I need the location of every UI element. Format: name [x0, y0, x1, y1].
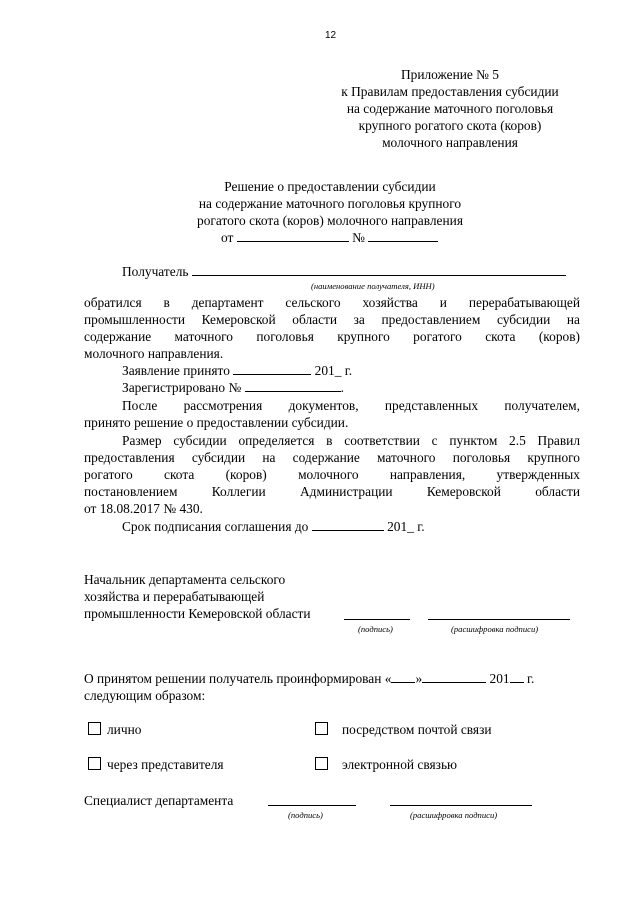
deadline-blank — [312, 518, 384, 531]
body-p2-line-1: После рассмотрения документов, представленных получателем, — [122, 398, 580, 413]
recipient-row — [122, 263, 566, 280]
appendix-line-4: крупного рогатого скота (коров) — [358, 118, 542, 133]
notice-mid: » — [415, 671, 423, 686]
body-p1-line-4: молочного направления. — [84, 346, 224, 361]
title-line-2: на содержание маточного поголовья крупного — [198, 196, 462, 211]
deadline-row — [122, 518, 425, 535]
accepted-suffix: 201_ г. — [314, 363, 353, 378]
option-personal[interactable] — [88, 721, 141, 738]
body-p2-line-2: принято решение о предоставлении субсидии. — [84, 415, 349, 430]
title-date-line — [221, 229, 438, 246]
notice-month-blank — [422, 670, 486, 683]
specialist-caption-sign: (подпись) — [288, 810, 323, 820]
head-title-line-2: хозяйства и перерабатывающей — [84, 589, 265, 604]
head-caption-sign: (подпись) — [358, 624, 393, 634]
appendix-line-3: на содержание маточного поголовья — [346, 101, 554, 116]
appendix-line-5: молочного направления — [382, 135, 518, 150]
appendix-line-2: к Правилам предоставления субсидии — [341, 84, 559, 99]
deadline-prefix: Срок подписания соглашения до — [122, 519, 309, 534]
checkbox-electronic[interactable] — [315, 757, 328, 770]
option-mail[interactable] — [315, 721, 492, 738]
date-blank — [237, 229, 349, 242]
specialist-label: Специалист департамента — [84, 793, 234, 808]
option-representative-label: через представителя — [107, 757, 224, 772]
registered-blank — [245, 379, 341, 392]
option-representative[interactable] — [88, 756, 224, 773]
notice-line-1 — [84, 670, 534, 687]
title-line-1: Решение о предоставлении субсидии — [224, 179, 436, 194]
number-prefix: № — [352, 230, 365, 245]
body-p3-line-3: рогатого скота (коров) молочного направления, утвержденных — [84, 467, 580, 482]
body-p3-line-2: предоставления субсидии на содержание маточного поголовья крупного — [84, 450, 580, 465]
checkbox-representative[interactable] — [88, 757, 101, 770]
number-blank — [368, 229, 438, 242]
title-line-3: рогатого скота (коров) молочного направления — [197, 213, 463, 228]
appendix-line-1: Приложение № 5 — [400, 67, 500, 82]
body-p3-line-4: постановлением Коллегии Администрации Кемеровской области — [84, 484, 580, 499]
recipient-caption: (наименование получателя, ИНН) — [311, 281, 435, 291]
appendix-header — [320, 66, 580, 151]
registered-row: Зарегистрировано № . — [122, 380, 344, 395]
notice-prefix: О принятом решении получатель проинформирован « — [84, 671, 392, 686]
specialist-caption-decode: (расшифровка подписи) — [410, 810, 498, 820]
body-p1-line-2: промышленности Кемеровской области за предоставлением субсидии на — [84, 312, 580, 327]
checkbox-personal[interactable] — [88, 722, 101, 735]
head-title-line-1: Начальник департамента сельского — [84, 572, 286, 587]
specialist-sign-blank — [268, 805, 356, 806]
notice-day-blank — [391, 670, 415, 683]
body-p3-line-1: Размер субсидии определяется в соответствии с пунктом 2.5 Правил — [122, 433, 580, 448]
body-p1-line-3: содержание маточного поголовья крупного рогатого скота (коров) — [84, 329, 580, 344]
checkbox-mail[interactable] — [315, 722, 328, 735]
notice-year-blank — [510, 670, 524, 683]
body-p1-line-1: обратился в департамент сельского хозяйства и перерабатывающей — [84, 295, 580, 310]
option-electronic-label: электронной связью — [342, 757, 458, 772]
notice-end: г. — [526, 671, 535, 686]
head-decode-blank — [428, 619, 570, 620]
page-number: 12 — [325, 30, 337, 41]
accepted-blank — [233, 362, 311, 375]
option-personal-label: лично — [107, 722, 142, 737]
accepted-prefix: Заявление принято — [122, 363, 230, 378]
accepted-row — [122, 362, 352, 379]
head-title-line-3: промышленности Кемеровской области — [84, 606, 311, 621]
document-title — [160, 178, 500, 229]
notice-line-2: следующим образом: — [84, 688, 206, 703]
recipient-label: Получатель — [122, 264, 189, 279]
head-sign-blank — [344, 619, 410, 620]
recipient-blank — [192, 263, 566, 276]
head-caption-decode: (расшифровка подписи) — [451, 624, 539, 634]
registered-prefix: Зарегистрировано № — [122, 380, 242, 395]
date-prefix: от — [221, 230, 234, 245]
notice-year: 201 — [489, 671, 510, 686]
body-p3-line-5: от 18.08.2017 № 430. — [84, 501, 203, 516]
deadline-suffix: 201_ г. — [387, 519, 425, 534]
option-electronic[interactable] — [315, 756, 457, 773]
option-mail-label: посредством почтой связи — [342, 722, 492, 737]
specialist-decode-blank — [390, 805, 532, 806]
